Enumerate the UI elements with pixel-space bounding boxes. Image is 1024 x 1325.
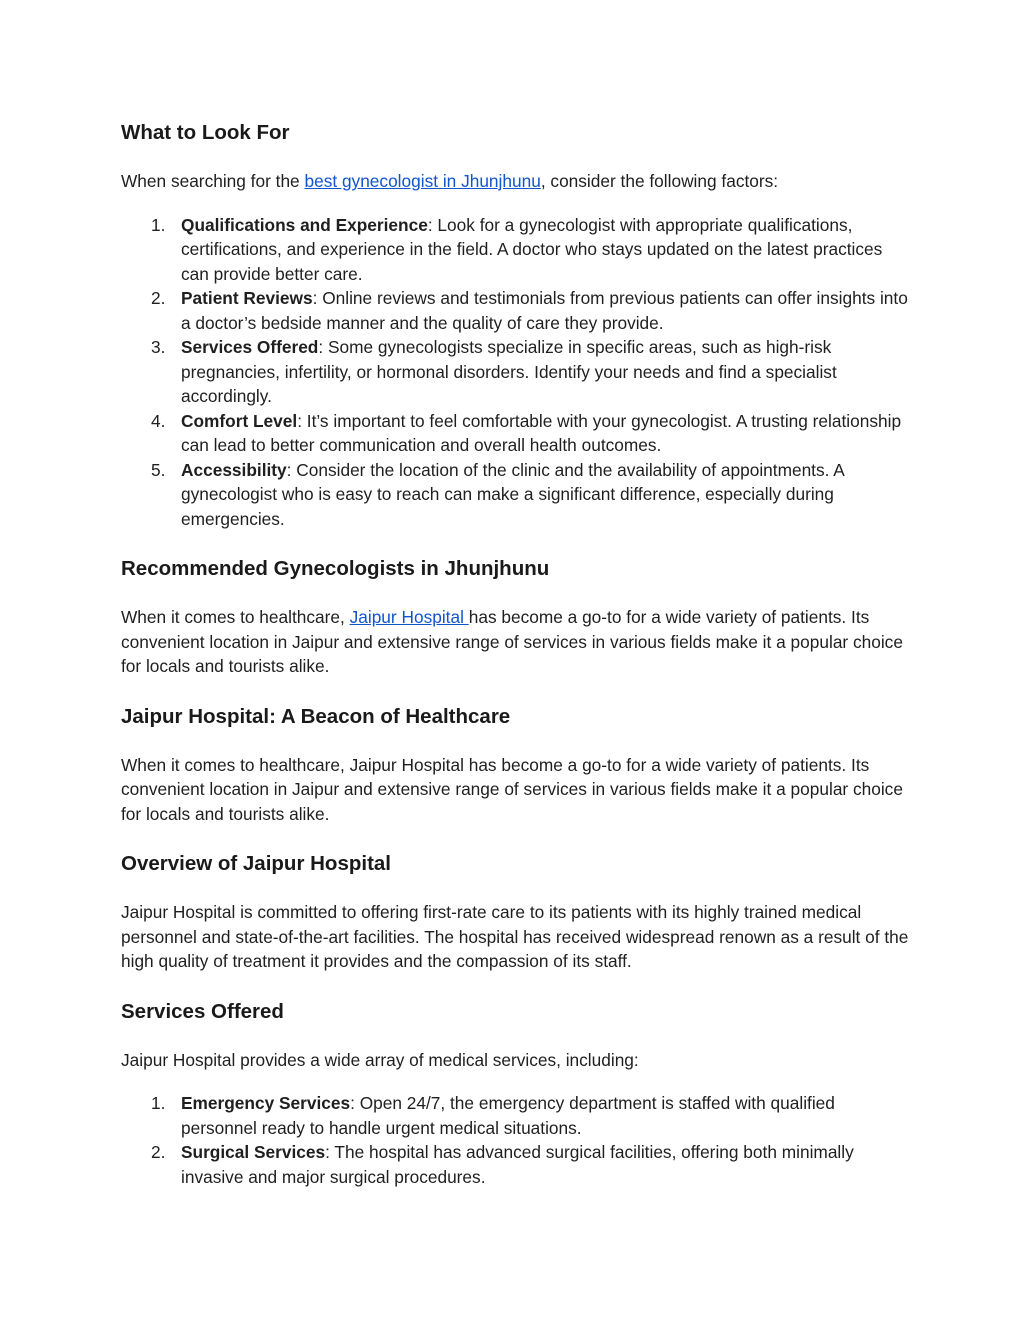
list-item-text: : It’s important to feel comfortable with your gynecologist. A trusting relationship can lead to better communication and overall health outcomes. (181, 410, 902, 455)
services-intro: Jaipur Hospital provides a wide array of medical services, including: (121, 1049, 639, 1070)
list-item (121, 335, 911, 409)
list-number: 5. (151, 459, 166, 480)
list-item-title: Emergency Services (181, 1093, 351, 1113)
list-item-text: : Look for a gynecologist with appropriate qualifications, certifications, and experience in the field. A doctor who stays updated on the latest practices can provide better care. (181, 214, 883, 284)
section-heading-services: Services Offered (121, 999, 284, 1023)
list-item-text: : Open 24/7, the emergency department is staffed with qualified personnel ready to handle urgent medical situations. (181, 1093, 835, 1138)
recommended-paragraph (121, 605, 911, 679)
section-heading-overview: Overview of Jaipur Hospital (121, 852, 391, 875)
list-item-title: Patient Reviews (181, 288, 313, 308)
section-heading-what-to-look-for: What to Look For (121, 121, 290, 144)
beacon-paragraph: When it comes to healthcare, Jaipur Hospital has become a go-to for a wide variety of patients. Its convenient location in Jaipur and extensive range of services in various fields make it a popular choice for locals and tourists alike. (121, 754, 903, 824)
list-item (121, 1140, 911, 1189)
list-item-title: Services Offered (181, 337, 319, 357)
list-item-text: : The hospital has advanced surgical facilities, offering both minimally invasive and major surgical procedures. (181, 1142, 854, 1187)
list-number: 2. (151, 1142, 166, 1162)
recommended-text-before: When it comes to healthcare, (121, 607, 350, 627)
list-number: 1. (151, 214, 166, 235)
intro-text-before: When searching for the (121, 171, 305, 191)
list-item-title: Comfort Level (181, 410, 298, 431)
list-item-text: : Online reviews and testimonials from previous patients can offer insights into a doctor’s bedside manner and the quality of care they provide. (181, 288, 908, 333)
list-item (121, 286, 911, 335)
list-item-title: Accessibility (181, 459, 287, 480)
list-item (121, 213, 911, 287)
section-heading-beacon: Jaipur Hospital: A Beacon of Healthcare (121, 704, 511, 728)
list-item (121, 1091, 911, 1140)
list-item-title: Surgical Services (181, 1142, 326, 1162)
list-item (121, 458, 911, 532)
list-number: 1. (151, 1093, 166, 1113)
list-item-text: : Consider the location of the clinic and the availability of appointments. A gynecologist who is easy to reach can make a significant difference, especially during emergencies. (181, 459, 844, 529)
list-number: 4. (151, 410, 166, 431)
overview-paragraph: Jaipur Hospital is committed to offering first-rate care to its patients with its highly trained medical personnel and state-of-the-art facilities. The hospital has received widespread renown as a result of the high quality of treatment it provides and the compassion of its staff. (121, 902, 909, 971)
list-item-text: : Some gynecologists specialize in specific areas, such as high-risk pregnancies, infertility, or hormonal disorders. Identify your needs and find a specialist accordingly. (181, 337, 837, 406)
list-number: 3. (151, 337, 166, 357)
list-item (121, 409, 911, 458)
list-item-title: Qualifications and Experience (181, 214, 428, 235)
intro-text-after: , consider the following factors: (540, 171, 779, 191)
section-heading-recommended: Recommended Gynecologists in Jhunjhunu (121, 557, 550, 580)
jaipur-hospital-link[interactable]: Jaipur Hospital (349, 607, 469, 627)
recommended-text-after: has become a go-to for a wide variety of patients. Its convenient location in Jaipur and extensive range of services in various fields make it a popular choice for locals and tourists alike. (121, 607, 903, 676)
document-page (121, 118, 911, 1189)
factors-list (121, 213, 911, 532)
best-gynecologist-link[interactable]: best gynecologist in Jhunjhunu (304, 171, 541, 191)
look-for-intro (121, 169, 911, 194)
list-number: 2. (151, 288, 166, 308)
services-list (121, 1091, 911, 1189)
